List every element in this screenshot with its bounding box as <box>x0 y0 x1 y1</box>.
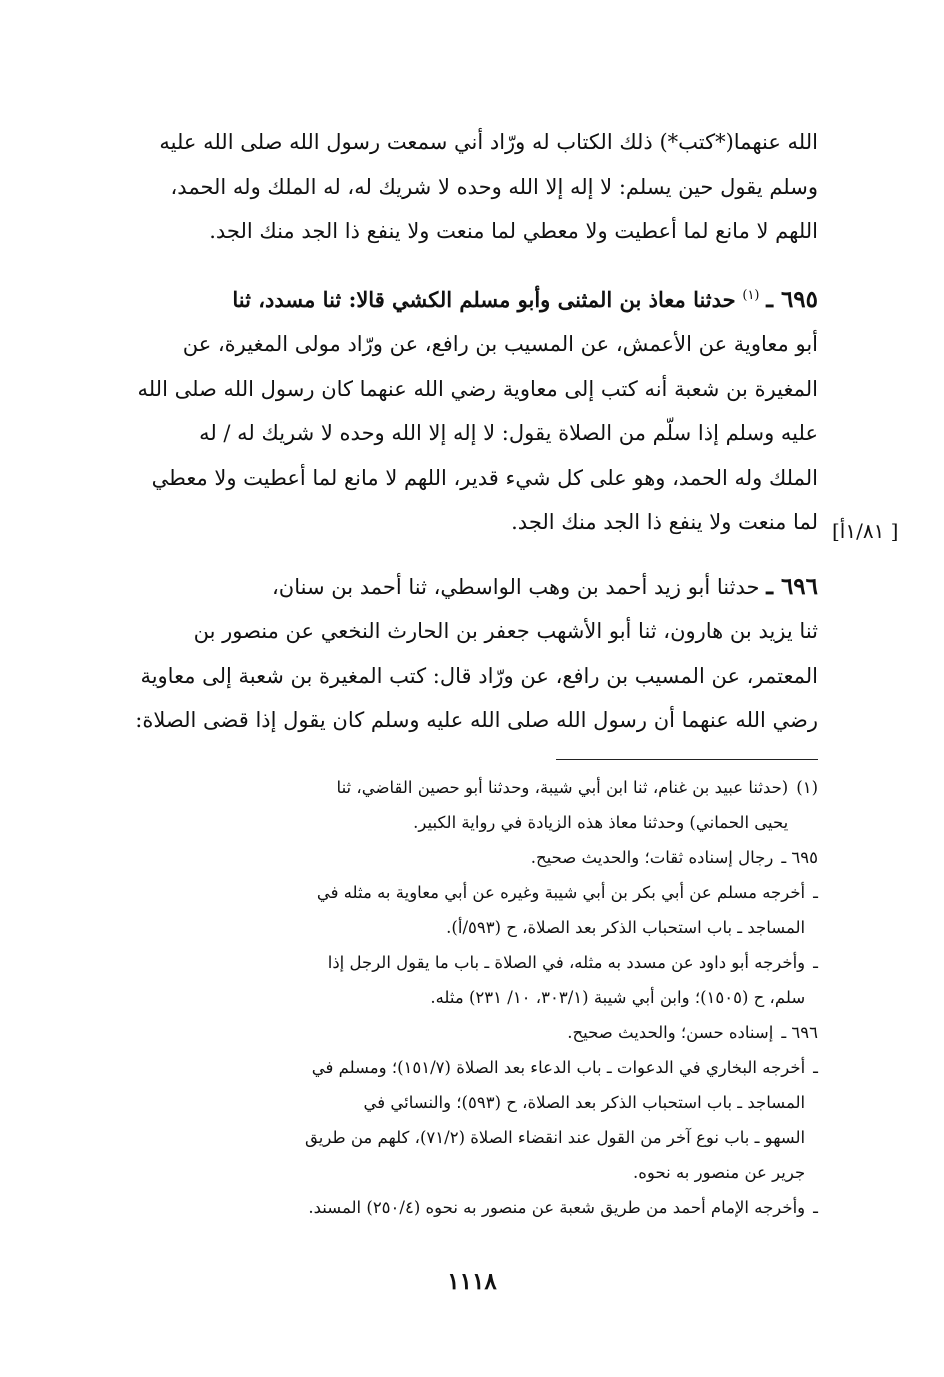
footnote-number: ٦٩٦ ـ <box>781 1023 818 1042</box>
text-line: أخرجه مسلم عن أبي بكر بن أبي شيبة وغيره عن أبي معاوية به مثله في <box>316 883 806 902</box>
footnote <box>118 875 818 945</box>
text-line: سلم، ح (١٥٠٥)؛ وابن أبي شيبة (٣٠٣/١، ١٠/ ٢٣١) مثله. <box>430 988 806 1007</box>
footnote-text <box>118 1015 773 1050</box>
text-line: المساجد ـ باب استحباب الذكر بعد الصلاة، ح (٥٩٣/أ). <box>446 918 806 937</box>
text-line: أبو معاوية عن الأعمش، عن المسيب بن رافع، عن ورّاد مولى المغيرة، عن <box>182 332 818 356</box>
text-line: وسلم يقول حين يسلم: لا إله إلا الله وحده لا شريك له، له الملك وله الحمد، <box>170 174 818 199</box>
footnote <box>118 770 818 840</box>
footnote-ref: (١) <box>742 287 760 303</box>
text-line: ثنا يزيد بن هارون، ثنا أبو الأشهب جعفر بن الحارث النخعي عن منصور بن <box>193 619 818 643</box>
hadith-number: ٦٩٦ ـ <box>766 572 818 600</box>
hadith-isnad: حدثنا أبو زيد أحمد بن وهب الواسطي، ثنا أحمد بن سنان، <box>272 574 760 599</box>
footnote-number: ٦٩٥ ـ <box>781 848 818 867</box>
footnote-number: (١) <box>796 778 818 797</box>
footnote-dash: ـ <box>813 883 818 902</box>
text-line: رضي الله عنهما أن رسول الله صلى الله عليه وسلم كان يقول إذا قضى الصلاة: <box>135 708 818 732</box>
text-line: يحيى الحماني) وحدثنا معاذ هذه الزيادة في رواية الكبير. <box>413 813 789 832</box>
text-line: المغيرة بن شعبة أنه كتب إلى معاوية رضي الله عنهما كان رسول الله صلى الله <box>137 376 818 401</box>
footnote-text <box>118 945 805 1015</box>
text-line: الله عنهما(*كتب*) ذلك الكتاب له ورّاد أني سمعت رسول الله صلى الله عليه <box>159 130 818 154</box>
footnote-text <box>118 1050 805 1190</box>
footnote-dash: ـ <box>813 953 818 972</box>
text-line: الملك وله الحمد، وهو على كل شيء قدير، اللهم لا مانع لما أعطيت ولا معطي <box>151 465 818 490</box>
text-line <box>118 565 818 610</box>
text-line: لما منعت ولا ينفع ذا الجد منك الجد. <box>511 510 818 534</box>
hadith-696 <box>118 565 818 743</box>
text-line: اللهم لا مانع لما أعطيت ولا معطي لما منعت ولا ينفع ذا الجد منك الجد. <box>209 219 818 243</box>
footnote-text <box>118 770 788 840</box>
manuscript-folio-ref: [ ١/٨١أ] <box>832 519 899 543</box>
hadith-isnad: حدثنا معاذ بن المثنى وأبو مسلم الكشي قالا: ثنا مسدد، ثنا <box>232 286 736 312</box>
text-line: السهو ـ باب نوع آخر من القول عند انقضاء الصلاة (٧١/٢)، كلهم من طريق <box>305 1128 806 1147</box>
footnote-text <box>118 840 773 875</box>
footnote <box>118 1190 818 1225</box>
page-number: ١١١٨ <box>447 1268 497 1295</box>
text-line <box>118 274 818 323</box>
text-line: وأخرجه أبو داود عن مسدد به مثله، في الصلاة ـ باب ما يقول الرجل إذا <box>327 953 806 972</box>
footnote-divider <box>556 759 818 760</box>
paragraph-continuation <box>118 120 818 254</box>
footnote-dash: ـ <box>813 1198 818 1217</box>
text-line: المعتمر، عن المسيب بن رافع، عن ورّاد قال: كتب المغيرة بن شعبة إلى معاوية <box>140 663 818 688</box>
text-line: إسناده حسن؛ والحديث صحيح. <box>567 1023 774 1042</box>
main-text <box>118 120 818 743</box>
text-line: وأخرجه الإمام أحمد من طريق شعبة عن منصور به نحوه (٢٥٠/٤) المسند. <box>308 1198 806 1217</box>
footnote-dash: ـ <box>813 1058 818 1077</box>
footnote-text <box>118 875 805 945</box>
footnotes <box>118 770 818 1225</box>
footnote <box>118 1015 818 1050</box>
footnote <box>118 840 818 875</box>
hadith-695 <box>118 274 818 545</box>
text-line: عليه وسلم إذا سلّم من الصلاة يقول: لا إله إلا الله وحده لا شريك له / له <box>199 421 818 445</box>
footnote <box>118 1050 818 1190</box>
text-line: رجال إسناده ثقات؛ والحديث صحيح. <box>530 848 774 867</box>
text-line: جرير عن منصور به نحوه. <box>633 1163 806 1182</box>
footnote-text <box>118 1190 805 1225</box>
text-line: أخرجه البخاري في الدعوات ـ باب الدعاء بعد الصلاة (١٥١/٧)؛ ومسلم في <box>311 1058 806 1077</box>
hadith-number: ٦٩٥ ـ <box>766 285 818 313</box>
text-line: المساجد ـ باب استحباب الذكر بعد الصلاة، ح (٥٩٣)؛ والنسائي في <box>363 1093 806 1112</box>
text-line: (حدثنا عبيد بن غنام، ثنا ابن أبي شيبة، وحدثنا أبو حصين القاضي، ثنا <box>336 778 789 797</box>
footnote <box>118 945 818 1015</box>
